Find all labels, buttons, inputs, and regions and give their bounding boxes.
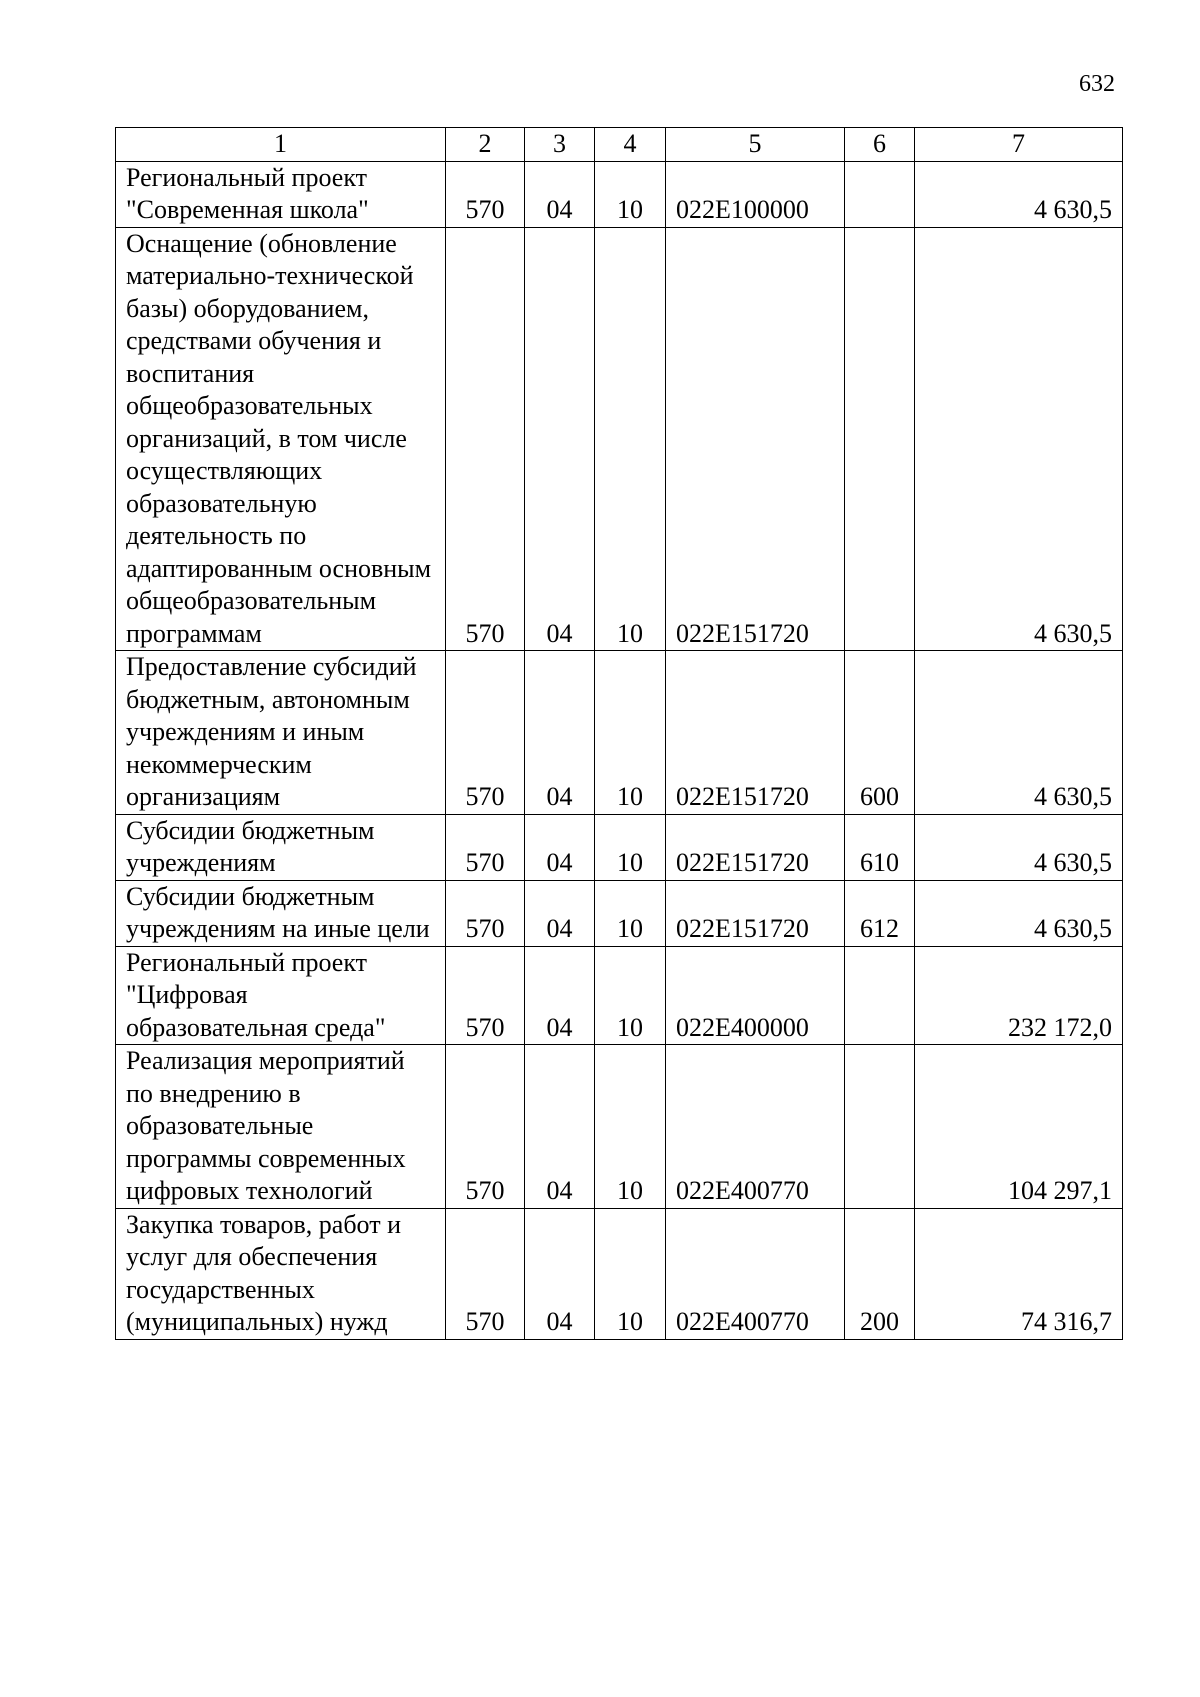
table-row [116, 161, 1123, 227]
row-type [845, 161, 915, 227]
row-code: 022E151720 [666, 651, 845, 815]
row-col3: 04 [525, 1045, 595, 1209]
row-col3: 04 [525, 227, 595, 651]
row-name: Предоставление субсидий бюджетным, автономным учреждениям и иным некоммерческим организациям [116, 651, 446, 815]
row-type [845, 227, 915, 651]
row-col3: 04 [525, 946, 595, 1045]
row-name: Закупка товаров, работ и услуг для обеспечения государственных (муниципальных) нужд [116, 1208, 446, 1339]
row-code: 022E100000 [666, 161, 845, 227]
row-col4: 10 [595, 1045, 666, 1209]
column-header-6: 6 [845, 128, 915, 162]
row-code: 022E400770 [666, 1208, 845, 1339]
row-sum: 74 316,7 [915, 1208, 1123, 1339]
row-col4: 10 [595, 946, 666, 1045]
row-col2: 570 [446, 1045, 525, 1209]
row-type [845, 1045, 915, 1209]
row-code: 022E151720 [666, 814, 845, 880]
row-type: 612 [845, 880, 915, 946]
row-sum: 4 630,5 [915, 161, 1123, 227]
row-col4: 10 [595, 814, 666, 880]
row-type [845, 946, 915, 1045]
row-name: Оснащение (обновление материально-технической базы) оборудованием, средствами обучения и воспитания общеобразовательных организаций, в том числе осуществляющих образовательную деятельность по адаптированным основным общеобразовательным программам [116, 227, 446, 651]
table-row [116, 1045, 1123, 1209]
row-col2: 570 [446, 1208, 525, 1339]
column-header-5: 5 [666, 128, 845, 162]
row-type: 610 [845, 814, 915, 880]
row-col4: 10 [595, 161, 666, 227]
row-col4: 10 [595, 880, 666, 946]
row-sum: 4 630,5 [915, 880, 1123, 946]
row-col4: 10 [595, 227, 666, 651]
row-col3: 04 [525, 1208, 595, 1339]
row-col4: 10 [595, 1208, 666, 1339]
row-sum: 4 630,5 [915, 651, 1123, 815]
column-header-1: 1 [116, 128, 446, 162]
row-col2: 570 [446, 227, 525, 651]
row-col2: 570 [446, 161, 525, 227]
table-body [116, 161, 1123, 1339]
row-name: Реализация мероприятий по внедрению в образовательные программы современных цифровых технологий [116, 1045, 446, 1209]
row-type: 600 [845, 651, 915, 815]
row-col4: 10 [595, 651, 666, 815]
table-row [116, 651, 1123, 815]
row-col2: 570 [446, 814, 525, 880]
row-col2: 570 [446, 651, 525, 815]
table-row [116, 880, 1123, 946]
row-code: 022E400000 [666, 946, 845, 1045]
row-code: 022E400770 [666, 1045, 845, 1209]
budget-table [115, 127, 1123, 1340]
row-col2: 570 [446, 880, 525, 946]
table-header [116, 128, 1123, 162]
table-row [116, 946, 1123, 1045]
table-row [116, 814, 1123, 880]
row-name: Региональный проект "Современная школа" [116, 161, 446, 227]
row-name: Субсидии бюджетным учреждениям на иные цели [116, 880, 446, 946]
row-col3: 04 [525, 880, 595, 946]
row-col3: 04 [525, 651, 595, 815]
row-code: 022E151720 [666, 880, 845, 946]
column-header-2: 2 [446, 128, 525, 162]
row-sum: 4 630,5 [915, 227, 1123, 651]
row-name: Региональный проект "Цифровая образовательная среда" [116, 946, 446, 1045]
column-header-3: 3 [525, 128, 595, 162]
page-number: 632 [1079, 71, 1115, 97]
header-row [116, 128, 1123, 162]
row-col3: 04 [525, 161, 595, 227]
row-sum: 232 172,0 [915, 946, 1123, 1045]
table-row [116, 1208, 1123, 1339]
column-header-7: 7 [915, 128, 1123, 162]
column-header-4: 4 [595, 128, 666, 162]
row-col3: 04 [525, 814, 595, 880]
row-sum: 4 630,5 [915, 814, 1123, 880]
row-type: 200 [845, 1208, 915, 1339]
table-row [116, 227, 1123, 651]
row-name: Субсидии бюджетным учреждениям [116, 814, 446, 880]
row-sum: 104 297,1 [915, 1045, 1123, 1209]
row-col2: 570 [446, 946, 525, 1045]
row-code: 022E151720 [666, 227, 845, 651]
